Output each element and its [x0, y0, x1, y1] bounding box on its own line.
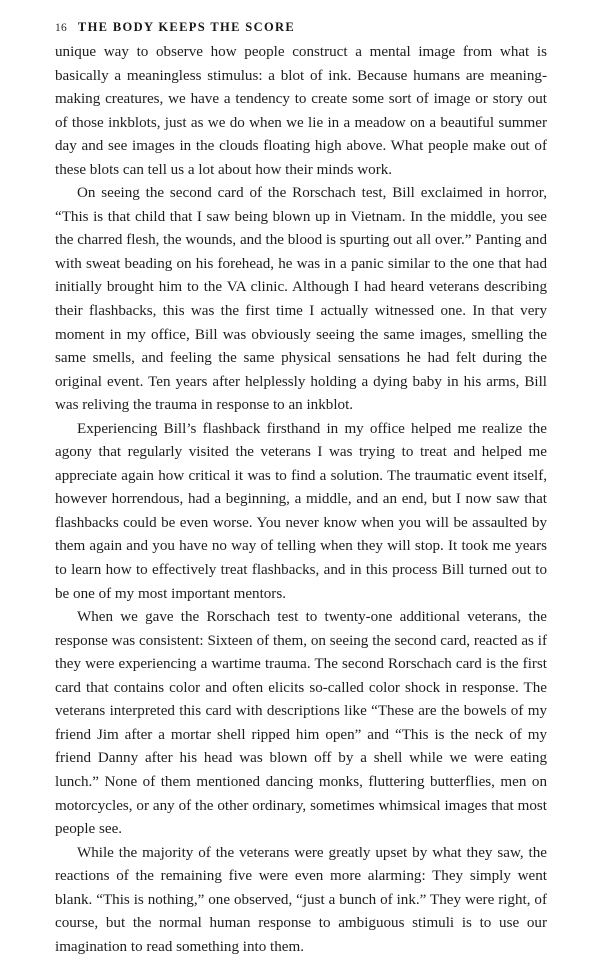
running-head	[55, 20, 545, 35]
paragraph: unique way to observe how people construct a mental image from what is basically a meaningless stimulus: a blot of ink. Because humans are meaning-making creatures, we have a tendency to create some sort of image or story out of those inkblots, just as we do when we lie in a meadow on a beautiful summer day and see images in the clouds floating high above. What people make out of these blots can tell us a lot about how their minds work.	[55, 44, 547, 178]
paragraph: While the majority of the veterans were greatly upset by what they saw, the reactions of the remaining five were even more alarming: They simply went blank. “This is nothing,” one observed, “just a bunch of ink.” They were right, of course, but the normal human response to ambiguous stimuli is to use our imagination to read something into them.	[55, 844, 547, 955]
body-text	[55, 41, 547, 959]
paragraph: On seeing the second card of the Rorschach test, Bill exclaimed in horror, “This is that child that I saw being blown up in Vietnam. In the middle, you see the charred flesh, the wounds, and the blood is spurting out all over.” Panting and with sweat beading on his forehead, he was in a panic similar to the one that had initially brought him to the VA clinic. Although I had heard veterans describing their flashbacks, this was the first time I actually witnessed one. In that very moment in my office, Bill was obviously seeing the same images, smelling the same smells, and feeling the same physical sensations he had felt during the original event. Ten years after helplessly holding a dying baby in his arms, Bill was reliving the trauma in response to an inkblot.	[55, 185, 547, 414]
paragraph: Experiencing Bill’s flashback firsthand in my office helped me realize the agony that regularly visited the veterans I was trying to treat and helped me appreciate again how critical it was to find a solution. The traumatic event itself, however horrendous, had a beginning, a middle, and an end, but I now saw that flashbacks could be even worse. You never know when you will be assaulted by them again and you have no way of telling when they will stop. It took me years to learn how to effectively treat flashbacks, and in this process Bill turned out to be one of my most important mentors.	[55, 420, 547, 602]
page-number: 16	[55, 22, 67, 34]
paragraph: When we gave the Rorschach test to twenty-one additional veterans, the response was consistent: Sixteen of them, on seeing the second card, reacted as if they were experiencing a wartime trauma. The second Rorschach card is the first card that contains color and often elicits so-called color shock in response. The veterans interpreted this card with descriptions like “These are the bowels of my friend Jim after a mortar shell ripped him open” and “This is the neck of my friend Danny after his head was blown off by a shell while we were eating lunch.” None of them mentioned dancing monks, fluttering butterflies, men on motorcycles, or any of the other ordinary, sometimes whimsical images that most people see.	[55, 609, 547, 838]
book-title: THE BODY KEEPS THE SCORE	[77, 20, 296, 34]
